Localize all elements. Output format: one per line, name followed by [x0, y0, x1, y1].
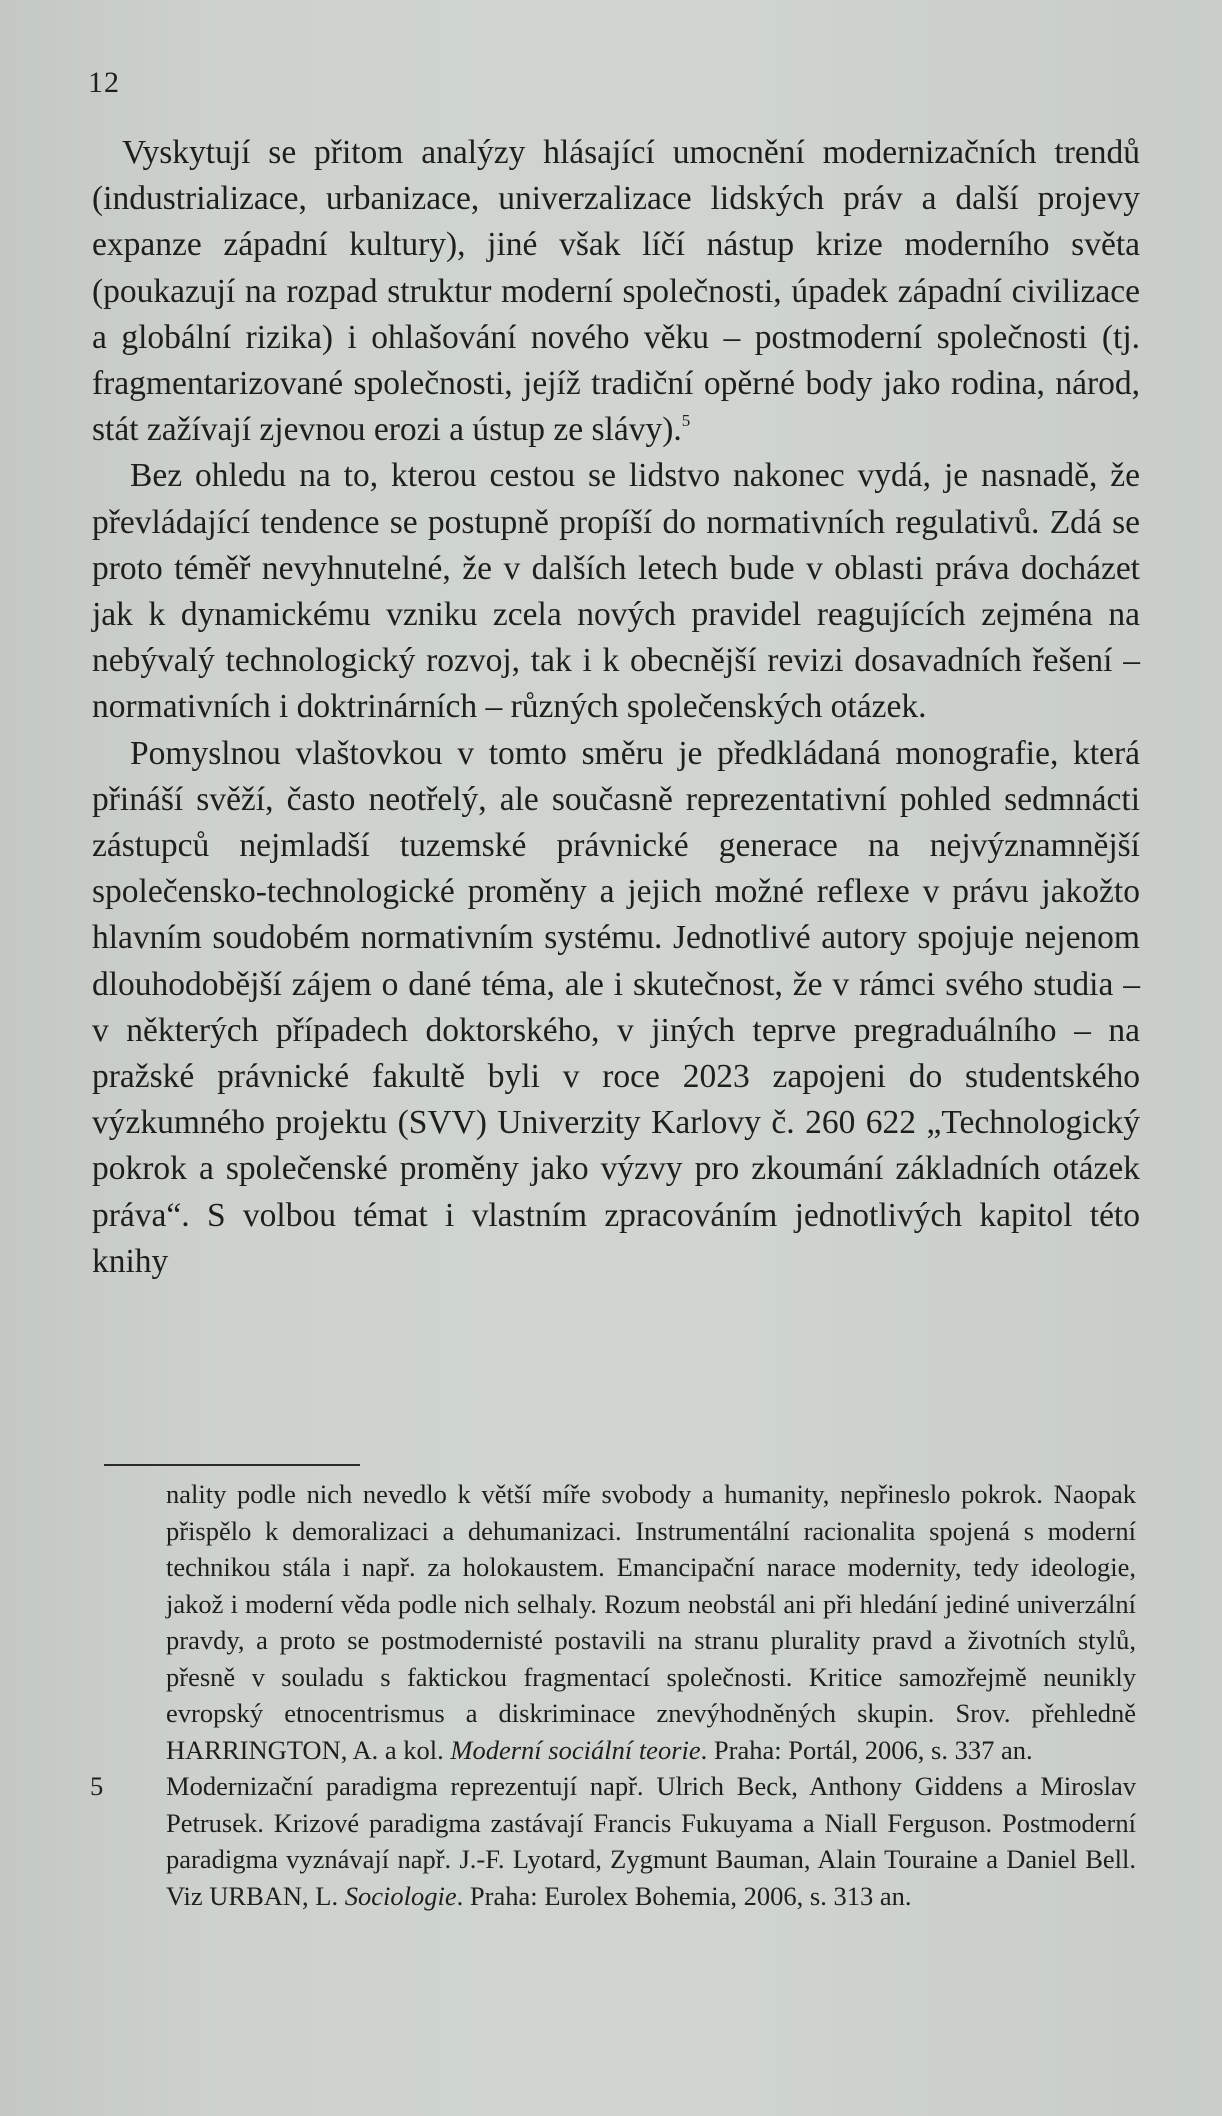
footnote-5-body [166, 1768, 1136, 1914]
footnotes [90, 1476, 1136, 1914]
footnote-reference-5[interactable]: 5 [681, 411, 691, 431]
main-text [92, 130, 1140, 1285]
footnote-4-citation: . Praha: Portál, 2006, s. 337 an. [700, 1734, 1033, 1765]
footnote-5-text: Modernizační paradigma reprezentují např. Ulrich Beck, Anthony Giddens a Miroslav Petrusek. Krizové paradigma zastávají Francis Fukuyama a Niall Ferguson. Postmoderní paradigma vyznávají např. J.-F. Lyotard, Zygmunt Bauman, Alain Touraine a Daniel Bell. Viz URBAN, L. [166, 1771, 1136, 1911]
paragraph-1 [92, 130, 1140, 453]
footnote-5 [90, 1768, 1136, 1914]
paragraph-3: Pomyslnou vlaštovkou v tomto směru je předkládaná monografie, která přináší svěží, často neotřelý, ale současně reprezentativní pohled sedmnácti zástupců nejmladší tuzemské právnické generace na nejvýznamnější společensko-technologické proměny a jejich možné reflexe v právu jakožto hlavním soudobém normativním systému. Jednotlivé autory spojuje nejenom dlouhodobější zájem o dané téma, ale i skutečnost, že v rámci svého studia – v některých případech doktorského, v jiných teprve pregraduálního – na pražské právnické fakultě byli v roce 2023 zapojeni do studentského výzkumného projektu (SVV) Univerzity Karlovy č. 260 622 „Technologický pokrok a společenské proměny jako výzvy pro zkoumání základních otázek práva“. S volbou témat i vlastním zpracováním jednotlivých kapitol této knihy [92, 734, 1140, 1280]
page-number: 12 [88, 66, 120, 99]
footnote-4-continuation [90, 1476, 1136, 1768]
paragraph-1-text: Vyskytují se přitom analýzy hlásající umocnění modernizačních trendů (industrializace, urbanizace, univerzalizace lidských práv a další projevy expanze západní kultury), jiné však líčí nástup krize moderního světa (poukazují na rozpad struktur moderní společnosti, úpadek západní civilizace a globální rizika) i ohlašování nového věku – postmoderní společnosti (tj. fragmentarizované společnosti, jejíž tradiční opěrné body jako rodina, národ, stát zažívají zjevnou erozi a ústup ze slávy). [92, 134, 1140, 449]
footnote-5-citation: . Praha: Eurolex Bohemia, 2006, s. 313 an. [456, 1880, 912, 1911]
paragraph-2: Bez ohledu na to, kterou cestou se lidstvo nakonec vydá, je nasnadě, že převládající tendence se postupně propíší do normativních regulativů. Zdá se proto téměř nevyhnutelné, že v dalších letech bude v oblasti práva docházet jak k dynamickému vzniku zcela nových pravidel reagujících zejména na nebývalý technologický rozvoj, tak i k obecnější revizi dosavadních řešení – normativních i doktrinárních – různých společenských otázek. [92, 457, 1140, 726]
footnote-4-text: nality podle nich nevedlo k větší míře svobody a humanity, nepřineslo pokrok. Naopak přispělo k demoralizaci a dehumanizaci. Instrumentální racionalita spojená s moderní technikou stála i např. za holokaustem. Emancipační narace modernity, tedy ideologie, jakož i moderní věda podle nich selhaly. Rozum neobstál ani při hledání jediné univerzální pravdy, a proto se postmodernisté postavili na stranu plurality pravd a životních stylů, přesně v souladu s faktickou fragmentací společnosti. Kritice samozřejmě neunikly evropský etnocentrismus a diskriminace znevýhodněných skupin. Srov. přehledně HARRINGTON, A. a kol. [166, 1479, 1136, 1765]
footnote-separator [104, 1464, 360, 1466]
footnote-5-number: 5 [90, 1771, 104, 1801]
footnote-4-book-title: Moderní sociální teorie [450, 1734, 701, 1765]
footnote-5-book-title: Sociologie [344, 1880, 457, 1911]
